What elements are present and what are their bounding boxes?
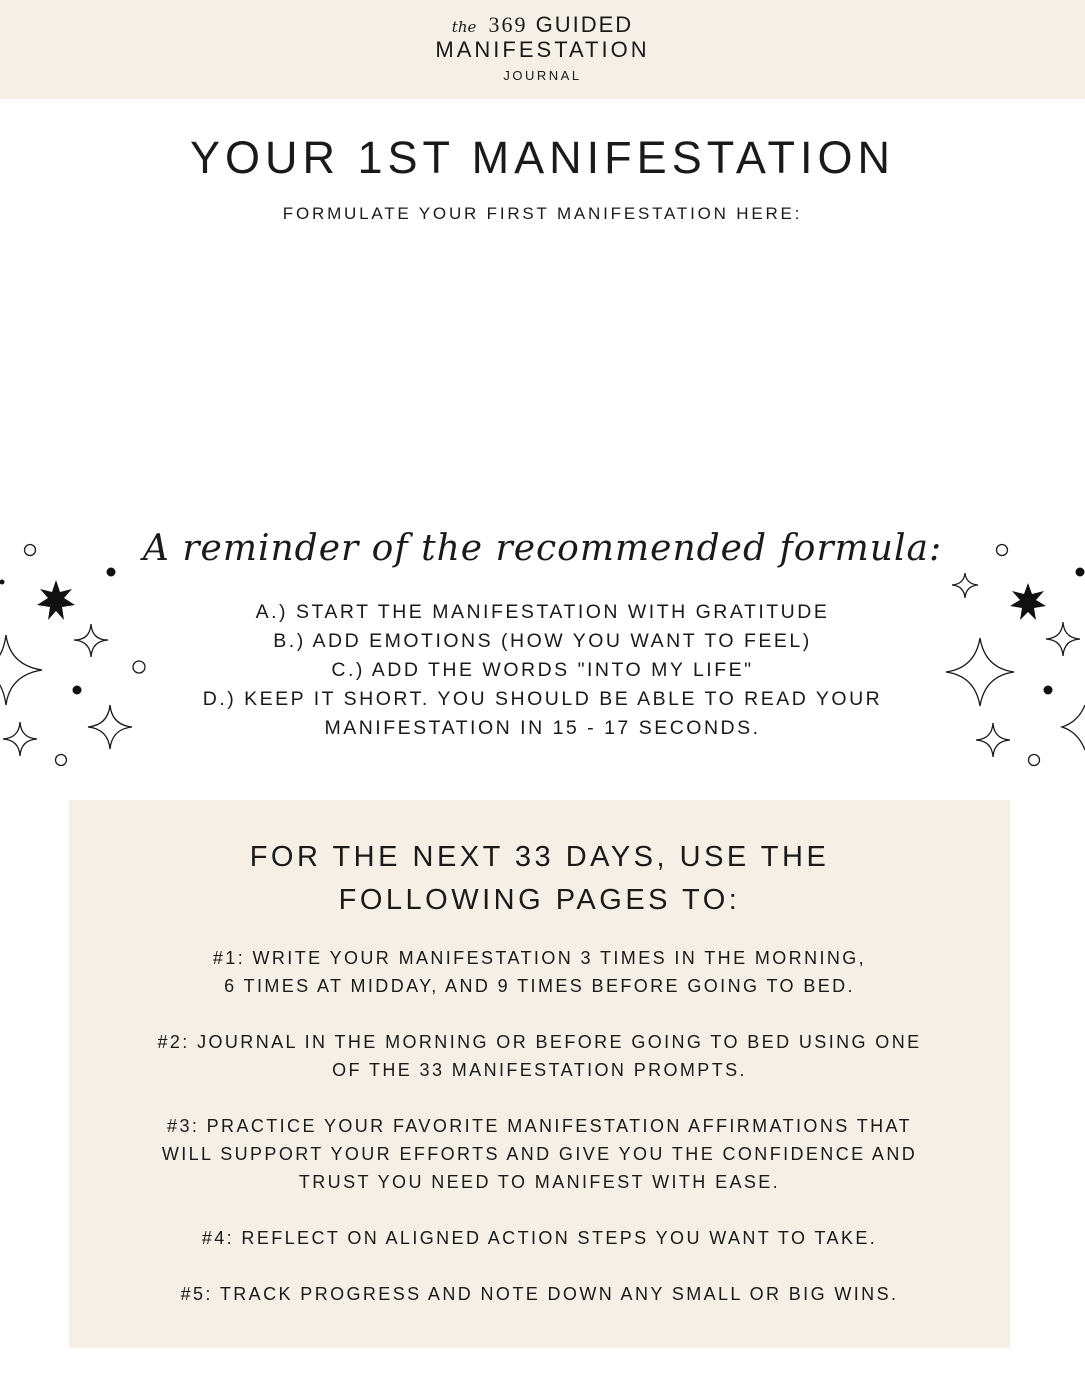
sparkle-icon bbox=[976, 723, 1010, 757]
step-line: TRUST YOU NEED TO MANIFEST WITH EASE. bbox=[298, 1172, 781, 1192]
star-icon bbox=[1010, 583, 1046, 620]
reminder-item: B.) ADD EMOTIONS (HOW YOU WANT TO FEEL) bbox=[273, 630, 812, 652]
steps-heading-line: FOLLOWING PAGES TO: bbox=[338, 884, 741, 916]
dot-icon bbox=[1044, 686, 1053, 695]
brand-title bbox=[0, 12, 1085, 38]
sparkle-icon bbox=[952, 573, 978, 598]
step-item bbox=[89, 1112, 990, 1196]
step-line: WILL SUPPORT YOUR EFFORTS AND GIVE YOU THE CONFIDENCE AND bbox=[161, 1144, 918, 1164]
step-line: 6 TIMES AT MIDDAY, AND 9 TIMES BEFORE GOING TO BED. bbox=[224, 976, 855, 996]
page-subtitle: FORMULATE YOUR FIRST MANIFESTATION HERE: bbox=[282, 204, 803, 223]
brand-number: 369 bbox=[488, 12, 528, 37]
reminder-item: D.) KEEP IT SHORT. YOU SHOULD BE ABLE TO READ YOUR bbox=[202, 688, 883, 710]
sparkle-icon bbox=[946, 638, 1014, 706]
page-title: YOUR 1ST MANIFESTATION bbox=[189, 132, 896, 183]
step-item bbox=[89, 1028, 990, 1084]
step-line: #5: TRACK PROGRESS AND NOTE DOWN ANY SMALL OR BIG WINS. bbox=[180, 1284, 899, 1304]
step-line: #3: PRACTICE YOUR FAVORITE MANIFESTATION AFFIRMATIONS THAT bbox=[167, 1116, 912, 1136]
star-icon bbox=[37, 580, 75, 620]
sparkle-icon bbox=[3, 722, 37, 756]
step-line: OF THE 33 MANIFESTATION PROMPTS. bbox=[332, 1060, 747, 1080]
reminder-item: MANIFESTATION IN 15 - 17 SECONDS. bbox=[324, 717, 761, 739]
sparkle-icon bbox=[0, 635, 42, 705]
reminder-list bbox=[140, 598, 945, 743]
sparkle-icon bbox=[88, 705, 132, 749]
sparkle-icon bbox=[1062, 705, 1085, 750]
dot-icon bbox=[0, 580, 5, 585]
circle-icon bbox=[1029, 755, 1040, 766]
brand-line2: MANIFESTATION bbox=[435, 37, 650, 62]
brand-line3: JOURNAL bbox=[503, 68, 582, 83]
steps-list bbox=[89, 944, 990, 1336]
reminder-heading: A reminder of the recommended formula: bbox=[142, 528, 943, 569]
step-line: #2: JOURNAL IN THE MORNING OR BEFORE GOING TO BED USING ONE bbox=[157, 1032, 922, 1052]
step-item bbox=[89, 944, 990, 1000]
step-line: #1: WRITE YOUR MANIFESTATION 3 TIMES IN THE MORNING, bbox=[212, 948, 867, 968]
steps-heading bbox=[69, 836, 1010, 922]
steps-box bbox=[69, 800, 1010, 1348]
reminder-item: C.) ADD THE WORDS "INTO MY LIFE" bbox=[331, 659, 754, 681]
reminder-item: A.) START THE MANIFESTATION WITH GRATITUDE bbox=[255, 601, 830, 623]
brand-the: the bbox=[451, 18, 477, 36]
step-item bbox=[89, 1224, 990, 1252]
brand-word: GUIDED bbox=[535, 12, 634, 37]
circle-icon bbox=[56, 755, 67, 766]
sparkle-icon bbox=[74, 624, 108, 657]
sparkle-icon bbox=[1046, 622, 1080, 656]
dot-icon bbox=[73, 686, 82, 695]
steps-heading-line: FOR THE NEXT 33 DAYS, USE THE bbox=[249, 841, 830, 873]
step-line: #4: REFLECT ON ALIGNED ACTION STEPS YOU WANT TO TAKE. bbox=[201, 1228, 878, 1248]
manifestation-writing-area[interactable] bbox=[120, 240, 965, 520]
step-item bbox=[89, 1280, 990, 1308]
